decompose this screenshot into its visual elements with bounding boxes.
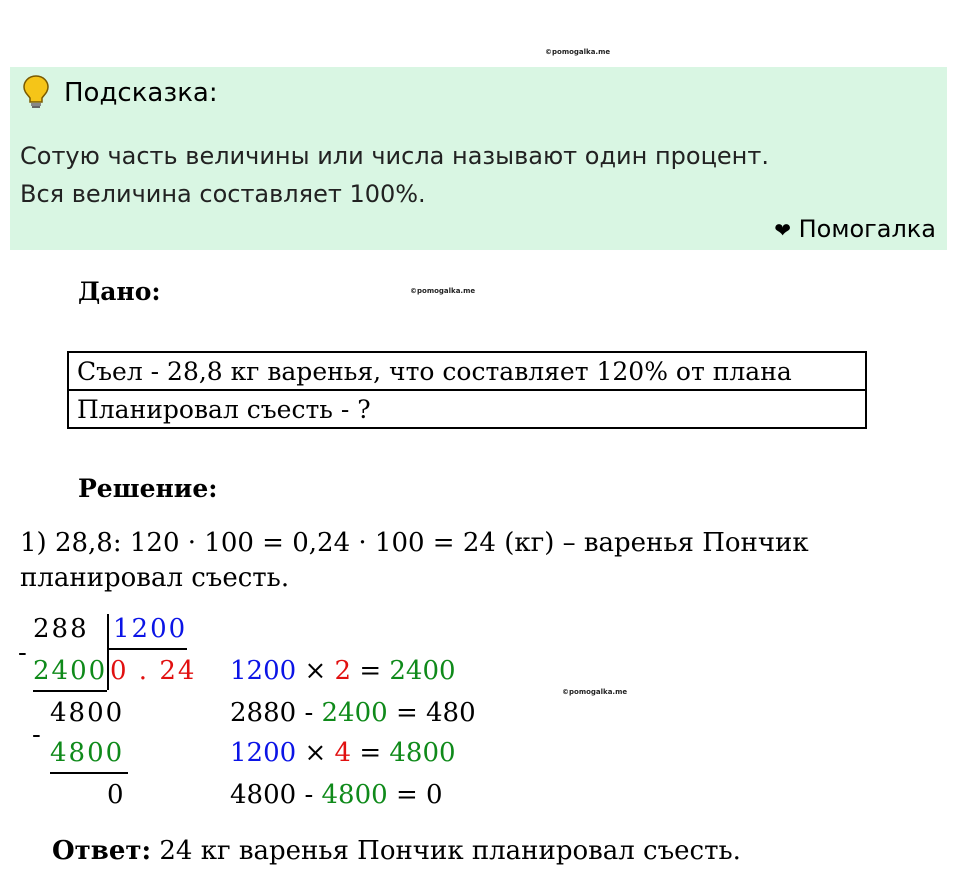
check4-op: - xyxy=(304,780,314,810)
hint-title: Подсказка: xyxy=(64,78,218,108)
check3-op: × xyxy=(304,738,327,768)
lightbulb-icon xyxy=(22,74,50,110)
minus-sign-2: - xyxy=(32,720,41,750)
dividend: 288 xyxy=(33,614,89,644)
check-line-2 xyxy=(230,698,476,728)
check1-b: 2 xyxy=(334,656,352,686)
check3-eq: = xyxy=(359,738,382,768)
check2-op: - xyxy=(304,698,314,728)
check4-eq: = xyxy=(395,780,418,810)
brand-link[interactable] xyxy=(774,215,936,243)
answer-text: 24 кг варенья Пончик планировал съесть. xyxy=(159,836,741,866)
division-divisor-underline xyxy=(107,648,187,650)
check1-op: × xyxy=(304,656,327,686)
division-vertical-bar xyxy=(107,614,109,690)
divisor: 1200 xyxy=(113,614,188,644)
quotient: 0 . 24 xyxy=(110,656,197,686)
solution-heading: Решение: xyxy=(78,474,218,503)
watermark-bottom: ©pomogalka.me xyxy=(562,688,628,696)
minus-sign-1: - xyxy=(18,638,27,668)
check4-a: 4800 xyxy=(230,780,297,810)
check1-eq: = xyxy=(359,656,382,686)
check2-a: 2880 xyxy=(230,698,297,728)
solution-step-line-1: 1) 28,8: 120 · 100 = 0,24 · 100 = 24 (кг) – варенья Пончик xyxy=(20,528,809,558)
subtract-2: 4800 xyxy=(50,738,125,768)
check-line-3 xyxy=(230,738,456,768)
heart-icon: ❤ xyxy=(774,218,791,242)
given-heading: Дано: xyxy=(78,277,161,306)
check2-b: 2400 xyxy=(321,698,388,728)
division-line-1 xyxy=(33,690,107,692)
given-row xyxy=(68,390,866,428)
given-row xyxy=(68,352,866,390)
watermark-top: ©pomogalka.me xyxy=(545,48,611,56)
check2-eq: = xyxy=(395,698,418,728)
division-line-2 xyxy=(50,772,128,774)
check1-r: 2400 xyxy=(389,656,456,686)
hint-line-1: Сотую часть величины или числа называют один процент. xyxy=(20,142,769,170)
check2-r: 480 xyxy=(426,698,476,728)
check1-a: 1200 xyxy=(230,656,297,686)
answer-line xyxy=(52,836,741,866)
solution-step-line-2: планировал съесть. xyxy=(20,563,290,593)
remainder-final: 0 xyxy=(107,780,126,810)
given-row-2: Планировал съесть - ? xyxy=(68,390,866,428)
check3-a: 1200 xyxy=(230,738,297,768)
brand-label: Помогалка xyxy=(798,215,936,243)
check3-b: 4 xyxy=(334,738,352,768)
check-line-1 xyxy=(230,656,456,686)
given-row-1: Съел - 28,8 кг варенья, что составляет 120% от плана xyxy=(68,352,866,390)
check-line-4 xyxy=(230,780,443,810)
check4-r: 0 xyxy=(426,780,443,810)
answer-label: Ответ: xyxy=(52,836,152,866)
check3-r: 4800 xyxy=(389,738,456,768)
remainder-1: 4800 xyxy=(50,698,125,728)
given-table xyxy=(67,351,867,429)
watermark-middle: ©pomogalka.me xyxy=(410,287,476,295)
subtract-1: 2400 xyxy=(33,656,108,686)
check4-b: 4800 xyxy=(321,780,388,810)
hint-line-2: Вся величина составляет 100%. xyxy=(20,180,426,208)
